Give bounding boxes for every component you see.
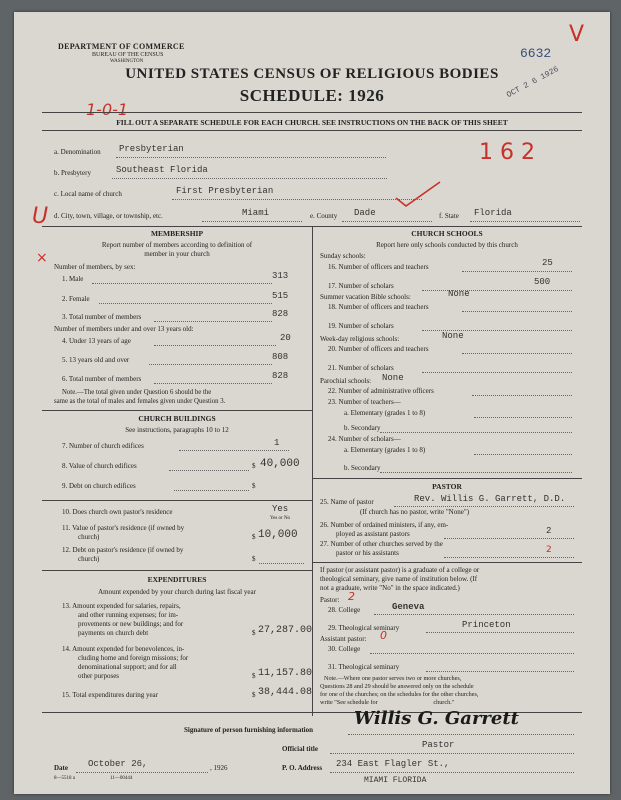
bureau-label: BUREAU OF THE CENSUS: [92, 52, 164, 58]
q6-line: [154, 383, 272, 384]
q24a-label: a. Elementary (grades 1 to 8): [344, 446, 426, 454]
grad-note-2: theological seminary, give name of institution below. (If: [320, 575, 478, 583]
q13-dollar: $: [252, 629, 256, 637]
q11-label: 11. Value of pastor's residence (if owned by: [62, 524, 185, 532]
q17-value: 500: [534, 277, 551, 287]
pastor-sub-label: Pastor:: [320, 596, 340, 604]
q28-label: 28. College: [328, 606, 361, 614]
pastor-mark: 2: [348, 590, 355, 603]
q28-line: [374, 614, 574, 615]
q25-hint: (If church has no pastor, write "None"): [360, 508, 470, 516]
q8-label: 8. Value of church edifices: [62, 462, 137, 470]
q3-label: 3. Total number of members: [62, 313, 142, 321]
weekday-value: None: [442, 331, 464, 341]
q25-line: [394, 506, 574, 507]
assistant-label: Assistant pastor:: [320, 635, 367, 643]
q14-line-4: other purposes: [78, 672, 120, 680]
official-title-line: [330, 753, 574, 754]
q23-label: 23. Number of teachers—: [328, 398, 401, 406]
q26-line: [444, 538, 574, 539]
state-value: Florida: [474, 208, 512, 218]
presbytery-line: [112, 178, 387, 179]
membership-title: MEMBERSHIP: [150, 229, 204, 238]
q7-value: 1: [274, 438, 280, 448]
q31-line: [426, 671, 574, 672]
q23a-label: a. Elementary (grades 1 to 8): [344, 409, 426, 417]
q21-line: [422, 372, 572, 373]
q14-line-3: denominational support; and for all: [78, 663, 177, 671]
summer-label: Summer vacation Bible schools:: [320, 293, 411, 301]
q14-line-1: 14. Amount expended for benevolences, in-: [62, 645, 185, 653]
side-mark: 1 6 2: [479, 140, 535, 165]
q15-dollar: $: [252, 691, 256, 699]
q30-line: [370, 653, 574, 654]
summer-value: None: [448, 289, 470, 299]
q22-label: 22. Number of administrative officers: [328, 387, 434, 395]
q17-line: [422, 290, 572, 291]
stamp-number: 6632: [520, 46, 552, 61]
q16-value: 25: [542, 258, 553, 268]
date-label: Date: [54, 764, 68, 772]
q27-line-2: pastor or his assistants: [336, 549, 399, 557]
q4-label: 4. Under 13 years of age: [62, 337, 131, 345]
q5-label: 5. 13 years old and over: [62, 356, 130, 364]
q13-line-1: 13. Amount expended for salaries, repairs,: [62, 602, 181, 610]
print-code: 11—00444: [110, 776, 133, 781]
q5-value: 808: [272, 352, 289, 362]
schedule-title: SCHEDULE: 1926: [239, 86, 385, 105]
date-year: , 1926: [210, 764, 228, 772]
q10-hint: Yes or No: [270, 516, 291, 521]
q16-line: [462, 271, 572, 272]
top-rule: [42, 112, 582, 113]
q20-label: 20. Number of officers and teachers: [328, 345, 429, 353]
q23b-label: b. Secondary: [344, 424, 381, 432]
age-intro: Number of members under and over 13 years old:: [54, 325, 194, 333]
q9-label: 9. Debt on church edifices: [62, 482, 136, 490]
q13-line-2: and other running expenses; for im-: [78, 611, 179, 619]
instruction-rule: [42, 130, 582, 131]
membership-note-1: Note.—The total given under Question 6 should be the: [62, 389, 212, 396]
signature-line: [348, 734, 574, 735]
q11-value: 10,000: [258, 529, 298, 541]
buildings-rule: [42, 410, 312, 411]
q9-line: [174, 490, 249, 491]
q13-line-4: payments on church debt: [78, 629, 149, 637]
q27-line: [444, 557, 574, 558]
q26-value: 2: [546, 526, 552, 536]
q17-label: 17. Number of scholars: [328, 282, 394, 290]
buildings-title: CHURCH BUILDINGS: [138, 414, 216, 423]
city-field-label: d. City, town, village, or township, etc.: [54, 212, 163, 220]
q18-line: [462, 311, 572, 312]
q20-line: [462, 353, 572, 354]
q1-line: [92, 283, 272, 284]
denomination-label: a. Denomination: [54, 148, 101, 156]
q11-dollar: $: [252, 533, 256, 541]
q18-label: 18. Number of officers and teachers: [328, 303, 429, 311]
q23a-line: [474, 417, 572, 418]
assistant-mark: 0: [380, 629, 387, 642]
official-title-value: Pastor: [422, 740, 455, 750]
q15-label: 15. Total expenditures during year: [62, 691, 158, 699]
city-label: WASHINGTON: [110, 59, 144, 64]
denomination-value: Presbyterian: [119, 144, 184, 154]
q31-label: 31. Theological seminary: [328, 663, 400, 671]
local-name-line: [172, 199, 422, 200]
q16-label: 16. Number of officers and teachers: [328, 263, 429, 271]
q2-label: 2. Female: [62, 295, 90, 303]
sunday-label: Sunday schools:: [320, 252, 366, 260]
q29-line: [426, 632, 574, 633]
q6-value: 828: [272, 371, 289, 381]
q9-dollar: $: [252, 482, 256, 490]
pastor-title: PASTOR: [432, 482, 462, 491]
county-line: [342, 221, 432, 222]
expenditures-intro: Amount expended by your church during last fiscal year: [98, 588, 256, 596]
q2-value: 515: [272, 291, 289, 301]
city-field-line: [202, 221, 302, 222]
parochial-label: Parochial schools:: [320, 377, 372, 385]
q6-label: 6. Total number of members: [62, 375, 142, 383]
x-margin-mark: ×: [36, 250, 48, 266]
residence-rule: [42, 500, 312, 501]
q21-label: 21. Number of scholars: [328, 364, 394, 372]
q13-value: 27,287.00: [258, 625, 313, 636]
q24a-line: [474, 454, 572, 455]
q13-line-3: provements or new buildings; and for: [78, 620, 184, 628]
u-margin-mark: U: [32, 204, 49, 229]
q4-line: [154, 345, 276, 346]
q14-value: 11,157.80: [258, 668, 313, 679]
pastor-note-3: for one of the churches; on the schedules for the other churches,: [320, 691, 479, 698]
signature: Willis G. Garrett: [354, 708, 519, 729]
local-name-label: c. Local name of church: [54, 190, 122, 198]
denomination-line: [116, 157, 386, 158]
q8-line: [169, 470, 249, 471]
q10-value: Yes: [272, 504, 289, 514]
department-label: DEPARTMENT OF COMMERCE: [58, 42, 185, 51]
form-title: UNITED STATES CENSUS OF RELIGIOUS BODIES: [125, 66, 499, 82]
q1-value: 313: [272, 271, 289, 281]
q12-line: [259, 563, 304, 564]
presbytery-label: b. Presbytery: [54, 169, 91, 177]
signature-label: Signature of person furnishing information: [184, 726, 313, 734]
schools-title: CHURCH SCHOOLS: [411, 229, 483, 238]
pastor-rule: [312, 478, 582, 479]
q26-line-1: 26. Number of ordained ministers, if any, em-: [320, 521, 449, 529]
q24b-label: b. Secondary: [344, 464, 381, 472]
q3-line: [154, 321, 272, 322]
q30-label: 30. College: [328, 645, 361, 653]
address-city: MIAMI FLORIDA: [364, 776, 427, 785]
form-code: 8—5518 a: [54, 776, 75, 781]
q19-label: 19. Number of scholars: [328, 322, 394, 330]
q3-value: 828: [272, 309, 289, 319]
code-mark: 1-0-1: [86, 100, 129, 119]
q10-label: 10. Does church own pastor's residence: [62, 508, 173, 516]
q12-label-2: church): [78, 555, 100, 563]
q8-dollar: $: [252, 462, 256, 470]
q1-label: 1. Male: [62, 275, 84, 283]
pastor-note-1: Note.—Where one pastor serves two or more churches,: [324, 675, 462, 682]
expenditures-rule: [42, 570, 312, 571]
county-label: e. County: [310, 212, 338, 220]
q8-value: 40,000: [260, 458, 300, 470]
grad-note-3: not a graduate, write "No" in the space indicated.): [320, 584, 460, 592]
weekday-label: Week-day religious schools:: [320, 335, 400, 343]
q24b-line: [380, 472, 572, 473]
q24-label: 24. Number of scholars—: [328, 435, 401, 443]
q27-line-1: 27. Number of other churches served by the: [320, 540, 443, 548]
membership-intro-1: Report number of members according to definition of: [101, 241, 253, 249]
q29-label: 29. Theological seminary: [328, 624, 400, 632]
red-check-icon: [394, 180, 444, 210]
q11-label-2: church): [78, 533, 100, 541]
q29-value: Princeton: [462, 620, 511, 630]
date-value: October 26,: [88, 759, 148, 769]
pastor-note-2: Questions 28 and 29 should be answered only on the schedule: [320, 683, 474, 690]
q14-line-2: cluding home and foreign missions; for: [78, 654, 189, 662]
address-line: [330, 772, 574, 773]
schools-intro: Report here only schools conducted by this church: [376, 241, 518, 249]
census-schedule-page: [14, 12, 610, 794]
local-name-value: First Presbyterian: [176, 186, 274, 196]
city-field-value: Miami: [242, 208, 270, 218]
by-sex-label: Number of members, by sex:: [54, 263, 136, 271]
q12-label: 12. Debt on pastor's residence (if owned by: [62, 546, 184, 554]
presbytery-value: Southeast Florida: [116, 165, 208, 175]
state-line: [470, 221, 580, 222]
q7-line: [179, 450, 289, 451]
received-date-stamp: OCT 2 6 1926: [505, 65, 561, 100]
county-value: Dade: [354, 208, 376, 218]
expenditures-title: EXPENDITURES: [147, 575, 207, 584]
instruction-line: FILL OUT A SEPARATE SCHEDULE FOR EACH CHURCH. SEE INSTRUCTIONS ON THE BACK OF THIS SHEET: [116, 118, 508, 127]
membership-intro-2: member in your church: [144, 250, 210, 258]
official-title-label: Official title: [282, 745, 318, 753]
q27-value: 2: [546, 545, 552, 555]
graduate-rule: [312, 562, 582, 563]
corner-check-mark: V: [569, 22, 585, 47]
q5-line: [149, 364, 272, 365]
membership-note-2: same as the total of males and females given under Question 3.: [54, 398, 226, 405]
address-label: P. O. Address: [282, 764, 323, 772]
q25-value: Rev. Willis G. Garrett, D.D.: [414, 494, 566, 504]
q22-line: [472, 395, 572, 396]
address-value: 234 East Flagler St.,: [336, 759, 450, 769]
q15-value: 38,444.08: [258, 687, 313, 698]
q14-dollar: $: [252, 672, 256, 680]
buildings-intro: See instructions, paragraphs 10 to 12: [125, 426, 229, 434]
grad-note-1: If pastor (or assistant pastor) is a graduate of a college or: [320, 566, 480, 574]
q4-value: 20: [280, 333, 291, 343]
q23b-line: [380, 432, 572, 433]
date-line: [76, 772, 208, 773]
q7-label: 7. Number of church edifices: [62, 442, 144, 450]
state-label: f. State: [439, 212, 459, 220]
q25-label: 25. Name of pastor: [320, 498, 374, 506]
pastor-note-4: write "See schedule for church.": [320, 699, 455, 706]
parochial-value: None: [382, 373, 404, 383]
column-divider: [312, 226, 313, 716]
q12-dollar: $: [252, 555, 256, 563]
q26-line-2: ployed as assistant pastors: [336, 530, 410, 538]
q2-line: [99, 303, 272, 304]
q28-value: Geneva: [392, 602, 425, 612]
